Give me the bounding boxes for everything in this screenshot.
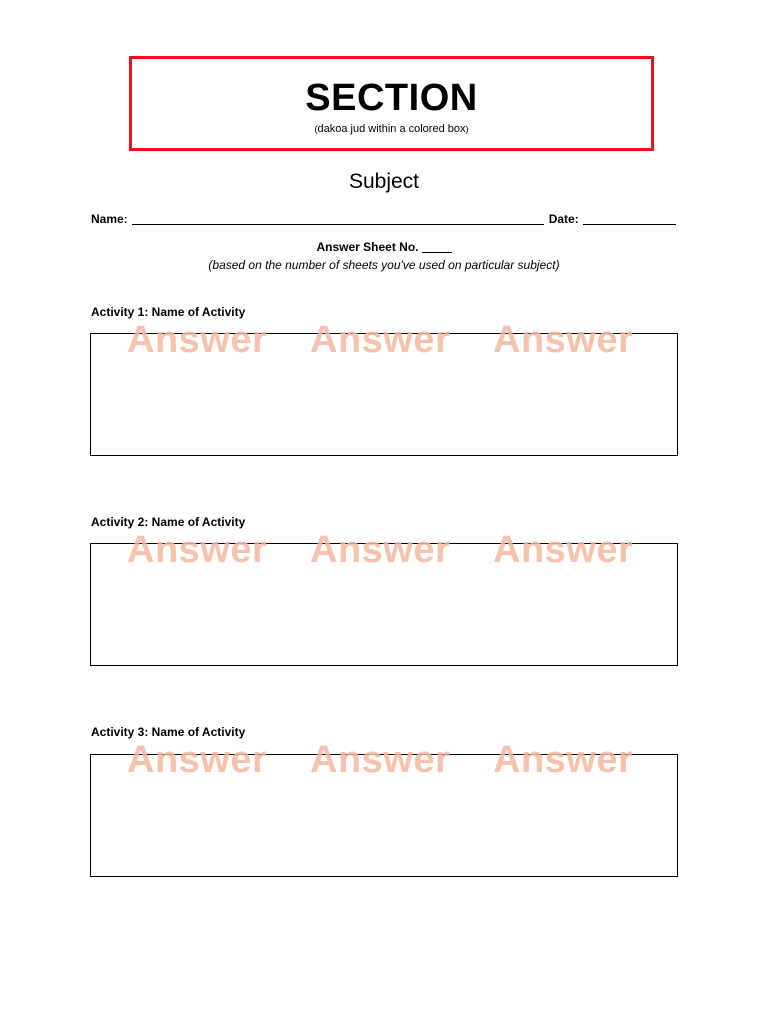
name-date-line [91, 212, 676, 226]
answer-sheet-label: Answer Sheet No. [316, 240, 419, 254]
watermark-text: Answer [310, 319, 451, 361]
subtitle-text: dakoa jud within a colored box [317, 123, 466, 135]
watermark-text: Answer [493, 529, 634, 571]
date-label: Date: [548, 212, 579, 226]
watermark-text: Answer [493, 739, 634, 781]
activity-2-label: Activity 2: Name of Activity [91, 515, 246, 529]
answer-sheet-number-line[interactable] [422, 241, 452, 253]
watermark-text: Answer [127, 319, 268, 361]
date-field-line[interactable] [583, 212, 676, 225]
subtitle-open-paren: ( [314, 124, 318, 134]
activity-3-label: Activity 3: Name of Activity [91, 725, 246, 739]
subject-heading: Subject [348, 170, 420, 193]
answer-sheet-number [0, 240, 768, 254]
watermark-text: Answer [310, 739, 451, 781]
subtitle-close-paren: ) [465, 124, 469, 134]
watermark-text: Answer [310, 529, 451, 571]
watermark-text: Answer [127, 529, 268, 571]
answer-sheet-note: (based on the number of sheets you've used on particular subject) [208, 258, 560, 272]
section-title: SECTION [305, 77, 478, 119]
section-subtitle [132, 123, 651, 135]
name-field-line[interactable] [132, 212, 544, 225]
watermark-text: Answer [493, 319, 634, 361]
watermark-text: Answer [127, 739, 268, 781]
name-label: Name: [91, 212, 128, 226]
section-header-box [129, 56, 654, 151]
activity-1-label: Activity 1: Name of Activity [91, 305, 246, 319]
